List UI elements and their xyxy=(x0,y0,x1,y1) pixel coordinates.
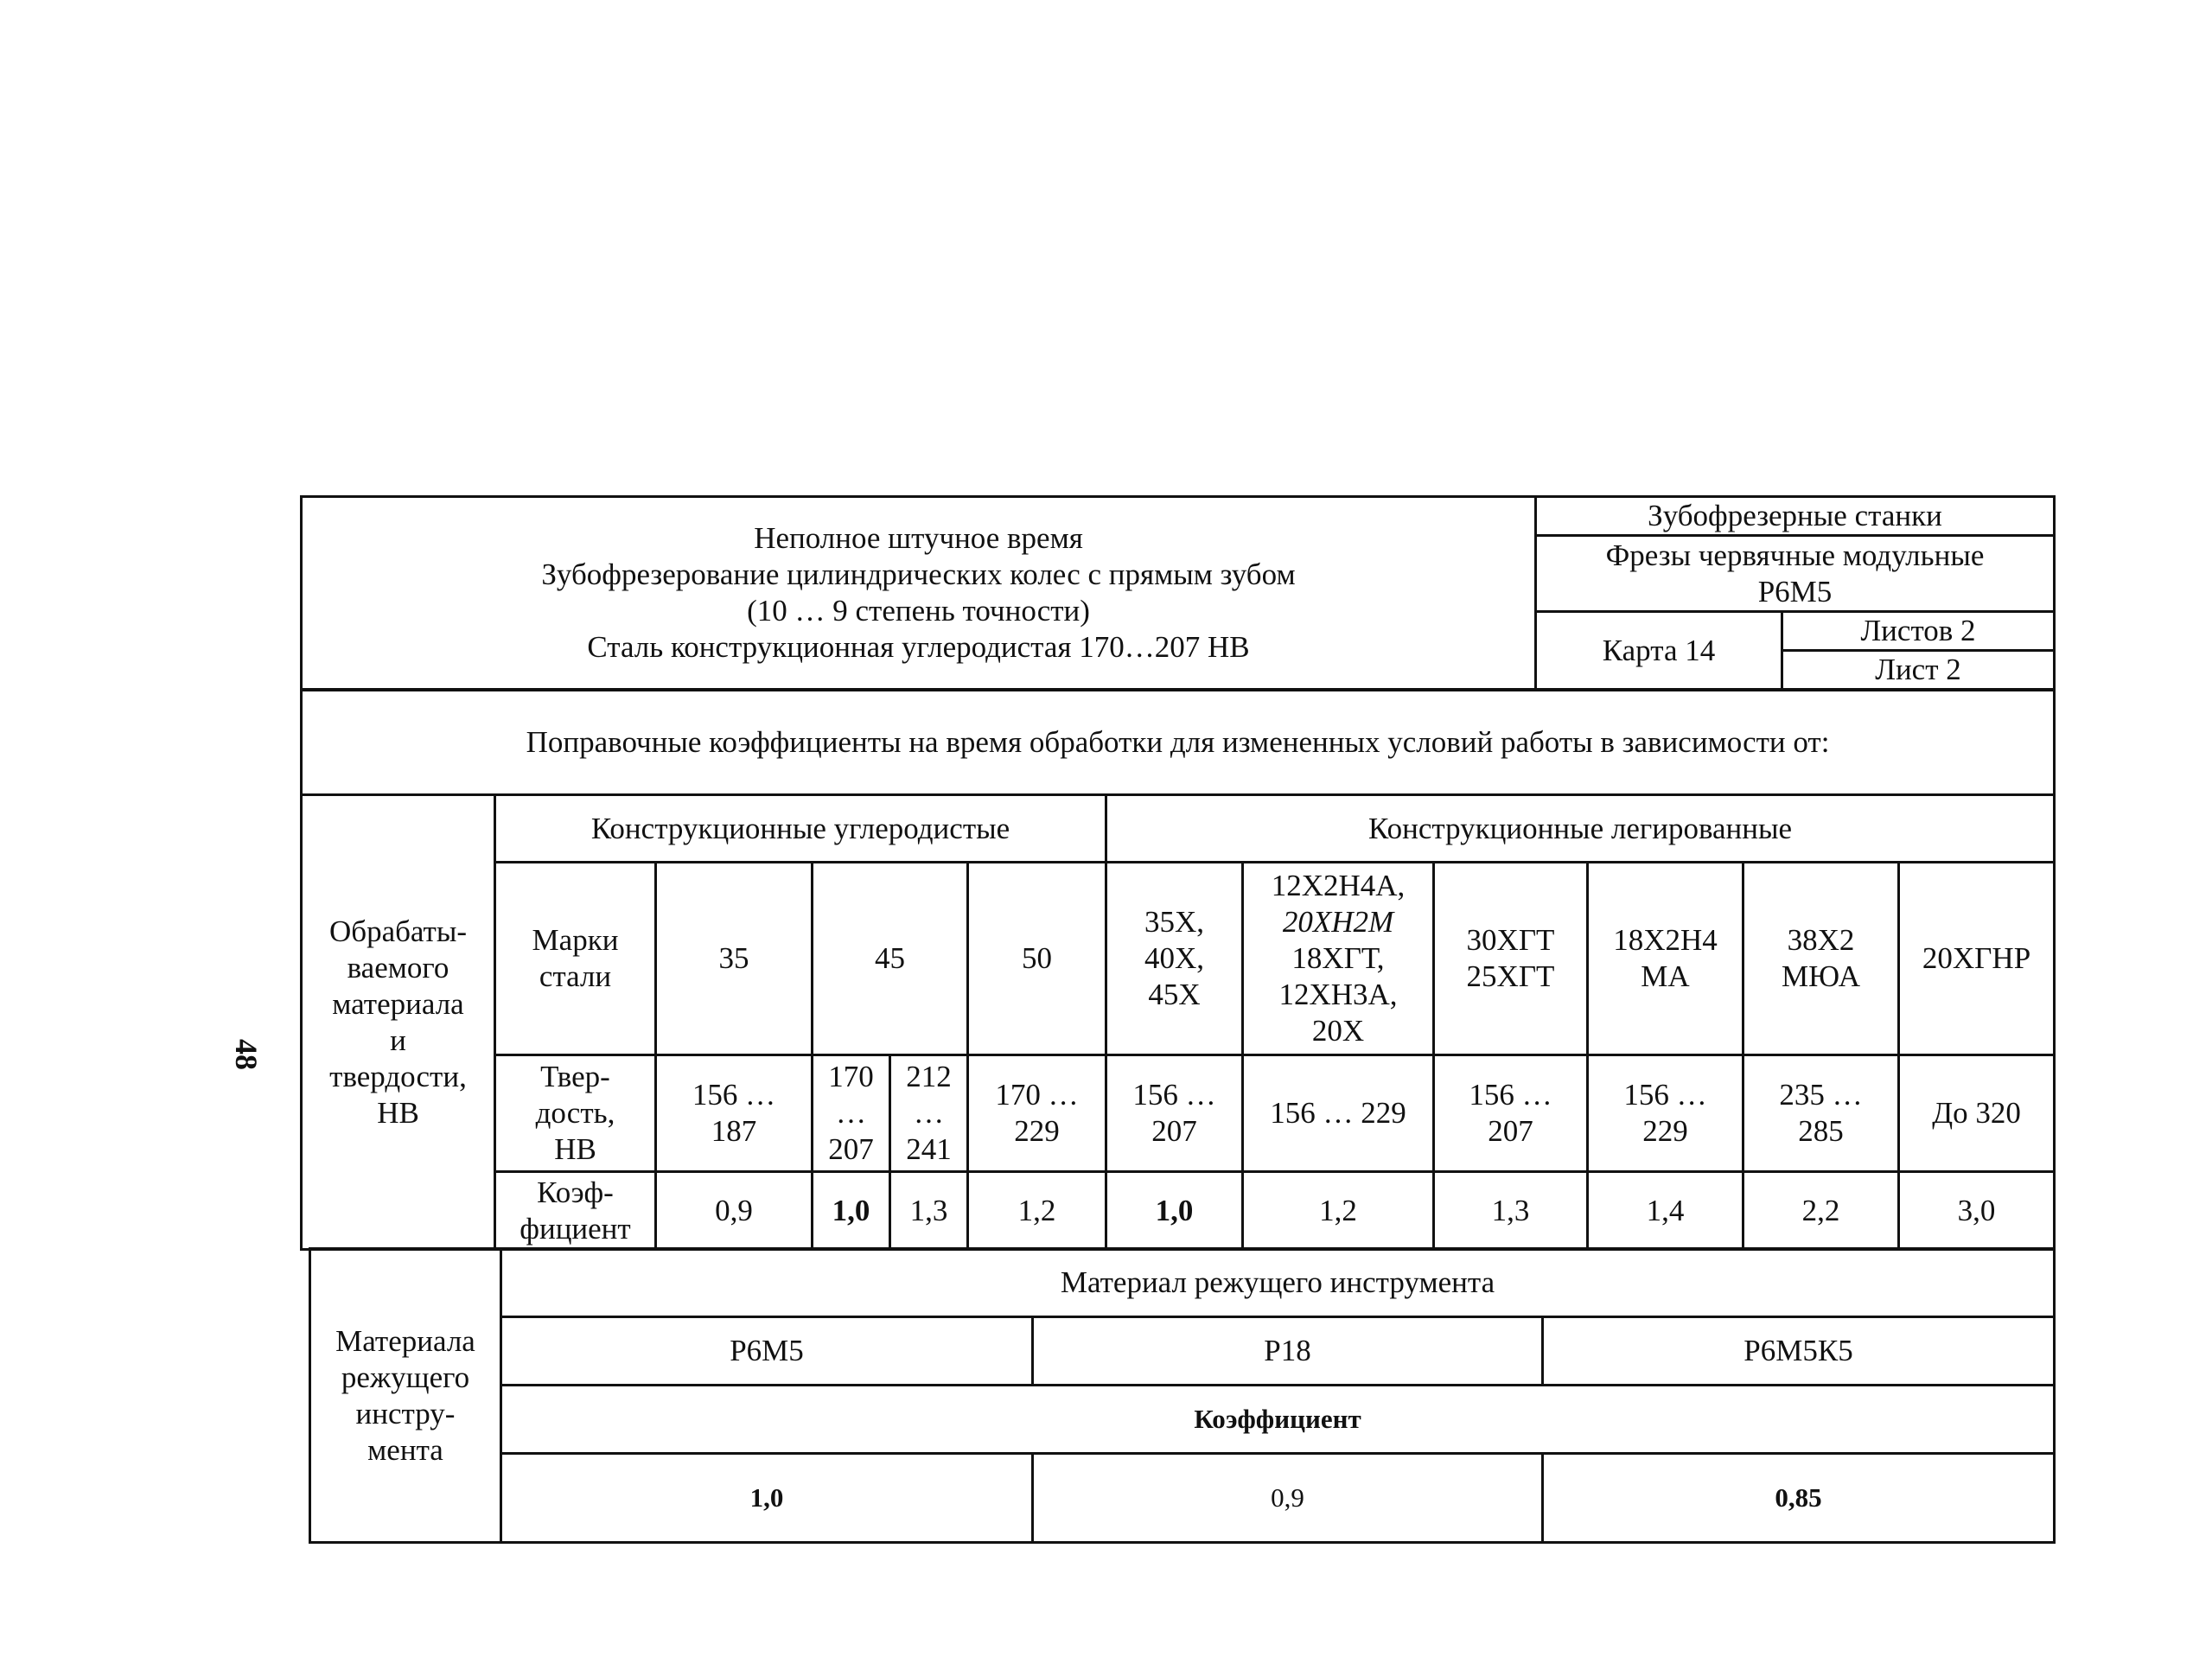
title-line: Неполное штучное время xyxy=(754,521,1083,555)
material-coefficients-table xyxy=(300,689,2056,1251)
grade-line: 18ХГТ, xyxy=(1291,941,1385,975)
label-line: твердости, xyxy=(329,1059,467,1093)
label-line: и xyxy=(390,1023,406,1057)
machine-type: Зубофрезерные станки xyxy=(1536,497,2055,536)
hardness-alloy-1 xyxy=(1106,1055,1243,1172)
grade-line: 35Х, xyxy=(1144,905,1205,939)
label-line: Обрабаты- xyxy=(328,914,468,948)
label-line: Материала xyxy=(335,1323,475,1358)
value-line: 170 … xyxy=(995,1078,1079,1112)
grade-line: 12ХН3А, xyxy=(1278,978,1398,1011)
grade-30xgt-25xgt xyxy=(1434,863,1588,1055)
value-line: … xyxy=(836,1096,866,1130)
value-line: 170 xyxy=(828,1060,874,1093)
grade-line: МЮА xyxy=(1781,959,1861,993)
document-title xyxy=(302,497,1536,690)
coef-45-low: 1,0 xyxy=(813,1172,890,1250)
coef-alloy-6: 3,0 xyxy=(1899,1172,2055,1250)
label-line: НВ xyxy=(377,1095,419,1130)
grade-35: 35 xyxy=(656,863,813,1055)
value-line: 187 xyxy=(711,1114,757,1148)
label-line: ваемого xyxy=(347,950,449,984)
header-table xyxy=(300,495,2056,691)
tool-coefficient-heading: Коэффициент xyxy=(501,1386,2055,1454)
tool-row-label xyxy=(310,1249,501,1543)
grade-line: 18Х2Н4 xyxy=(1613,923,1718,957)
tool-material-p6m5k5: Р6М5К5 xyxy=(1543,1317,2055,1386)
sheet-number: Лист 2 xyxy=(1782,651,2055,690)
value-line: 156 … xyxy=(1469,1078,1552,1112)
value-line: 212 xyxy=(906,1060,952,1093)
label-line: фициент xyxy=(520,1211,631,1246)
grade-line: 45Х xyxy=(1148,978,1201,1011)
grade-line: 30ХГТ xyxy=(1466,923,1555,957)
tool-material-table xyxy=(309,1247,2056,1544)
hardness-alloy-2: 156 … 229 xyxy=(1243,1055,1434,1172)
hardness-35 xyxy=(656,1055,813,1172)
value-line: 207 xyxy=(1151,1114,1197,1148)
grade-35x-40x-45x xyxy=(1106,863,1243,1055)
grade-line: 20Х xyxy=(1311,1014,1365,1048)
correction-heading: Поправочные коэффициенты на время обработки для измененных условий работы в зависимости от: xyxy=(302,691,2055,795)
label-line: инстру- xyxy=(355,1396,456,1430)
tool-type xyxy=(1536,536,2055,612)
sheets-total: Листов 2 xyxy=(1782,612,2055,651)
hardness-45-high xyxy=(890,1055,968,1172)
tool-line: Фрезы червячные модульные xyxy=(1605,538,1985,572)
label-line: режущего xyxy=(341,1360,470,1394)
grade-line: 40Х, xyxy=(1144,941,1205,975)
tool-line: Р6М5 xyxy=(1757,574,1833,608)
hardness-45-low xyxy=(813,1055,890,1172)
coefficient-label xyxy=(495,1172,656,1250)
tool-coef-p6m5: 1,0 xyxy=(501,1454,1033,1543)
value-line: 156 … xyxy=(692,1078,776,1112)
coef-50: 1,2 xyxy=(968,1172,1106,1250)
grade-label xyxy=(495,863,656,1055)
hardness-alloy-6: До 320 xyxy=(1899,1055,2055,1172)
tool-material-p18: Р18 xyxy=(1033,1317,1543,1386)
hardness-50 xyxy=(968,1055,1106,1172)
value-line: 229 xyxy=(1642,1114,1688,1148)
value-line: 156 … xyxy=(1623,1078,1707,1112)
coef-alloy-2: 1,2 xyxy=(1243,1172,1434,1250)
hardness-alloy-5 xyxy=(1743,1055,1899,1172)
coef-35: 0,9 xyxy=(656,1172,813,1250)
coef-45-high: 1,3 xyxy=(890,1172,968,1250)
title-line: Зубофрезерование цилиндрических колес с прямым зубом xyxy=(541,558,1296,591)
title-line: Сталь конструкционная углеродистая 170…207 НВ xyxy=(587,630,1250,664)
coef-alloy-5: 2,2 xyxy=(1743,1172,1899,1250)
tool-coef-p18: 0,9 xyxy=(1033,1454,1543,1543)
group-carbon-steel: Конструкционные углеродистые xyxy=(495,795,1106,863)
label-line: мента xyxy=(367,1432,443,1467)
value-line: 207 xyxy=(828,1132,874,1166)
grade-20xgnr: 20ХГНР xyxy=(1899,863,2055,1055)
coef-alloy-1: 1,0 xyxy=(1106,1172,1243,1250)
grade-line: 12Х2Н4А, xyxy=(1271,869,1406,902)
label-line: Твер- xyxy=(540,1060,610,1093)
label-line: НВ xyxy=(554,1132,596,1166)
grade-line: МА xyxy=(1641,959,1690,993)
coef-alloy-4: 1,4 xyxy=(1588,1172,1743,1250)
hardness-label xyxy=(495,1055,656,1172)
page-number: 48 xyxy=(229,1039,264,1070)
grade-50: 50 xyxy=(968,863,1106,1055)
grade-line: 38Х2 xyxy=(1787,923,1855,957)
label-line: дость, xyxy=(535,1096,615,1130)
material-row-label xyxy=(302,795,495,1250)
value-line: 241 xyxy=(906,1132,952,1166)
value-line: 207 xyxy=(1488,1114,1533,1148)
label-line: материала xyxy=(332,986,464,1021)
value-line: 229 xyxy=(1014,1114,1060,1148)
coef-alloy-3: 1,3 xyxy=(1434,1172,1588,1250)
value-line: … xyxy=(914,1096,944,1130)
tool-coef-p6m5k5: 0,85 xyxy=(1543,1454,2055,1543)
tool-material-p6m5: Р6М5 xyxy=(501,1317,1033,1386)
grade-45: 45 xyxy=(813,863,968,1055)
grade-line: 20ХН2М xyxy=(1282,905,1394,939)
hardness-alloy-3 xyxy=(1434,1055,1588,1172)
grade-12x2h4a-group xyxy=(1243,863,1434,1055)
label-line: Марки xyxy=(532,923,619,957)
title-line: (10 … 9 степень точности) xyxy=(747,594,1090,628)
label-line: Коэф- xyxy=(537,1175,614,1209)
value-line: 235 … xyxy=(1779,1078,1863,1112)
hardness-alloy-4 xyxy=(1588,1055,1743,1172)
card-number: Карта 14 xyxy=(1536,612,1782,690)
grade-line: 25ХГТ xyxy=(1466,959,1555,993)
grade-18x2h4ma xyxy=(1588,863,1743,1055)
value-line: 285 xyxy=(1798,1114,1844,1148)
group-alloy-steel: Конструкционные легированные xyxy=(1106,795,2055,863)
label-line: стали xyxy=(539,959,612,993)
grade-38x2myua xyxy=(1743,863,1899,1055)
tool-material-heading: Материал режущего инструмента xyxy=(501,1249,2055,1317)
value-line: 156 … xyxy=(1132,1078,1216,1112)
